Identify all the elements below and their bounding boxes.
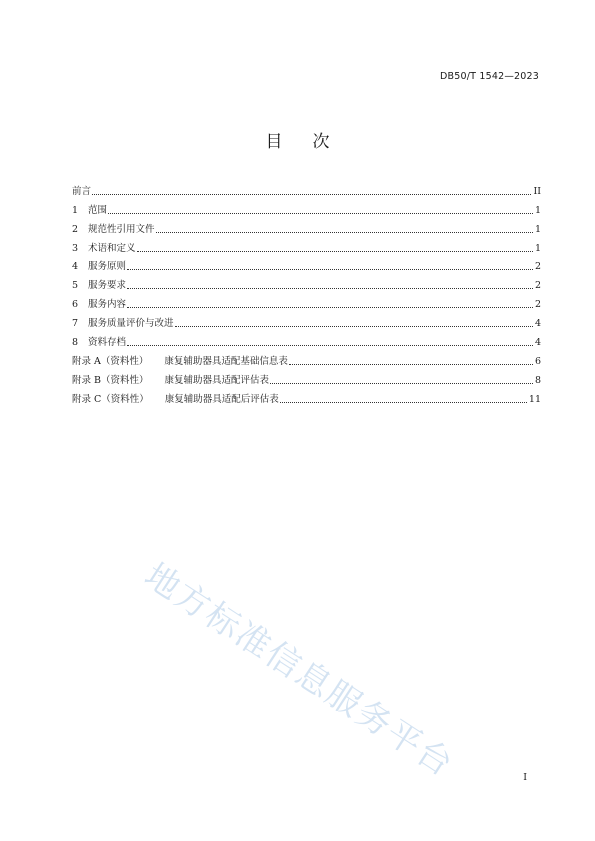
toc-entry-page: 4 <box>534 318 541 330</box>
toc-annex-title: 康复辅助器具适配评估表 <box>164 374 270 386</box>
toc-entry-4[interactable] <box>72 254 541 273</box>
toc-entry-number: 1 <box>72 204 79 216</box>
toc-entry-5[interactable] <box>72 272 541 291</box>
toc-annex-title: 康复辅助器具适配基础信息表 <box>164 355 288 367</box>
toc-entry-number: 7 <box>72 318 79 330</box>
toc-leader-dots <box>127 268 533 270</box>
toc-leader-dots <box>127 344 533 346</box>
toc-entry-page: 1 <box>534 204 541 216</box>
standard-code: DB50/T 1542—2023 <box>440 71 539 82</box>
toc-entry-number: 8 <box>72 337 79 349</box>
toc-leader-dots <box>127 306 533 308</box>
toc-entry-page: 2 <box>534 280 541 292</box>
toc-entry-annex-c[interactable] <box>72 386 541 405</box>
toc-entry-label: 服务质量评价与改进 <box>88 318 174 330</box>
toc-entry-number: 6 <box>72 299 79 311</box>
toc-entry-label: 服务原则 <box>88 261 127 273</box>
toc-entry-page: 4 <box>534 337 541 349</box>
toc-entry-annex-b[interactable] <box>72 367 541 386</box>
toc-entry-3[interactable] <box>72 235 541 254</box>
page-title <box>0 127 595 152</box>
title-char-2: 次 <box>312 132 330 152</box>
toc-annex-label: 附录 C（资料性） <box>72 393 149 405</box>
toc-entry-page: 8 <box>534 374 541 386</box>
toc-entry-number: 5 <box>72 280 79 292</box>
toc-leader-dots <box>137 250 533 252</box>
toc-entry-page: 6 <box>534 355 541 367</box>
toc-leader-dots <box>108 212 533 214</box>
page-number: I <box>523 772 527 783</box>
toc-entry-page: 11 <box>528 393 541 405</box>
toc-entry-7[interactable] <box>72 310 541 329</box>
toc-entry-number: 3 <box>72 242 79 254</box>
toc-entry-6[interactable] <box>72 291 541 310</box>
toc-entry-label: 规范性引用文件 <box>88 223 155 235</box>
table-of-contents <box>72 178 541 405</box>
toc-leader-dots <box>92 193 531 195</box>
toc-entry-label: 范围 <box>88 204 108 216</box>
toc-entry-1[interactable] <box>72 197 541 216</box>
toc-entry-2[interactable] <box>72 216 541 235</box>
toc-leader-dots <box>280 401 527 403</box>
toc-entry-number: 2 <box>72 223 79 235</box>
toc-entry-foreword[interactable] <box>72 178 541 197</box>
toc-annex-label: 附录 B（资料性） <box>72 374 149 386</box>
toc-entry-label: 资料存档 <box>88 337 127 349</box>
toc-leader-dots <box>156 231 533 233</box>
toc-entry-page: 2 <box>534 261 541 273</box>
toc-annex-title: 康复辅助器具适配后评估表 <box>164 393 279 405</box>
toc-leader-dots <box>175 325 533 327</box>
toc-entry-label: 服务要求 <box>88 280 127 292</box>
toc-leader-dots <box>127 287 533 289</box>
toc-leader-dots <box>289 363 533 365</box>
toc-entry-label: 前言 <box>72 185 92 197</box>
toc-entry-annex-a[interactable] <box>72 348 541 367</box>
toc-entry-page: 2 <box>534 299 541 311</box>
title-char-1: 目 <box>265 132 283 152</box>
toc-entry-page: II <box>533 185 541 197</box>
toc-entry-page: 1 <box>534 223 541 235</box>
watermark-text: 地方标准信息服务平台 <box>137 555 461 786</box>
toc-leader-dots <box>270 382 533 384</box>
toc-annex-label: 附录 A（资料性） <box>72 355 149 367</box>
toc-entry-page: 1 <box>534 242 541 254</box>
toc-entry-label: 术语和定义 <box>88 242 136 254</box>
toc-entry-8[interactable] <box>72 329 541 348</box>
toc-entry-number: 4 <box>72 261 79 273</box>
toc-entry-label: 服务内容 <box>88 299 127 311</box>
